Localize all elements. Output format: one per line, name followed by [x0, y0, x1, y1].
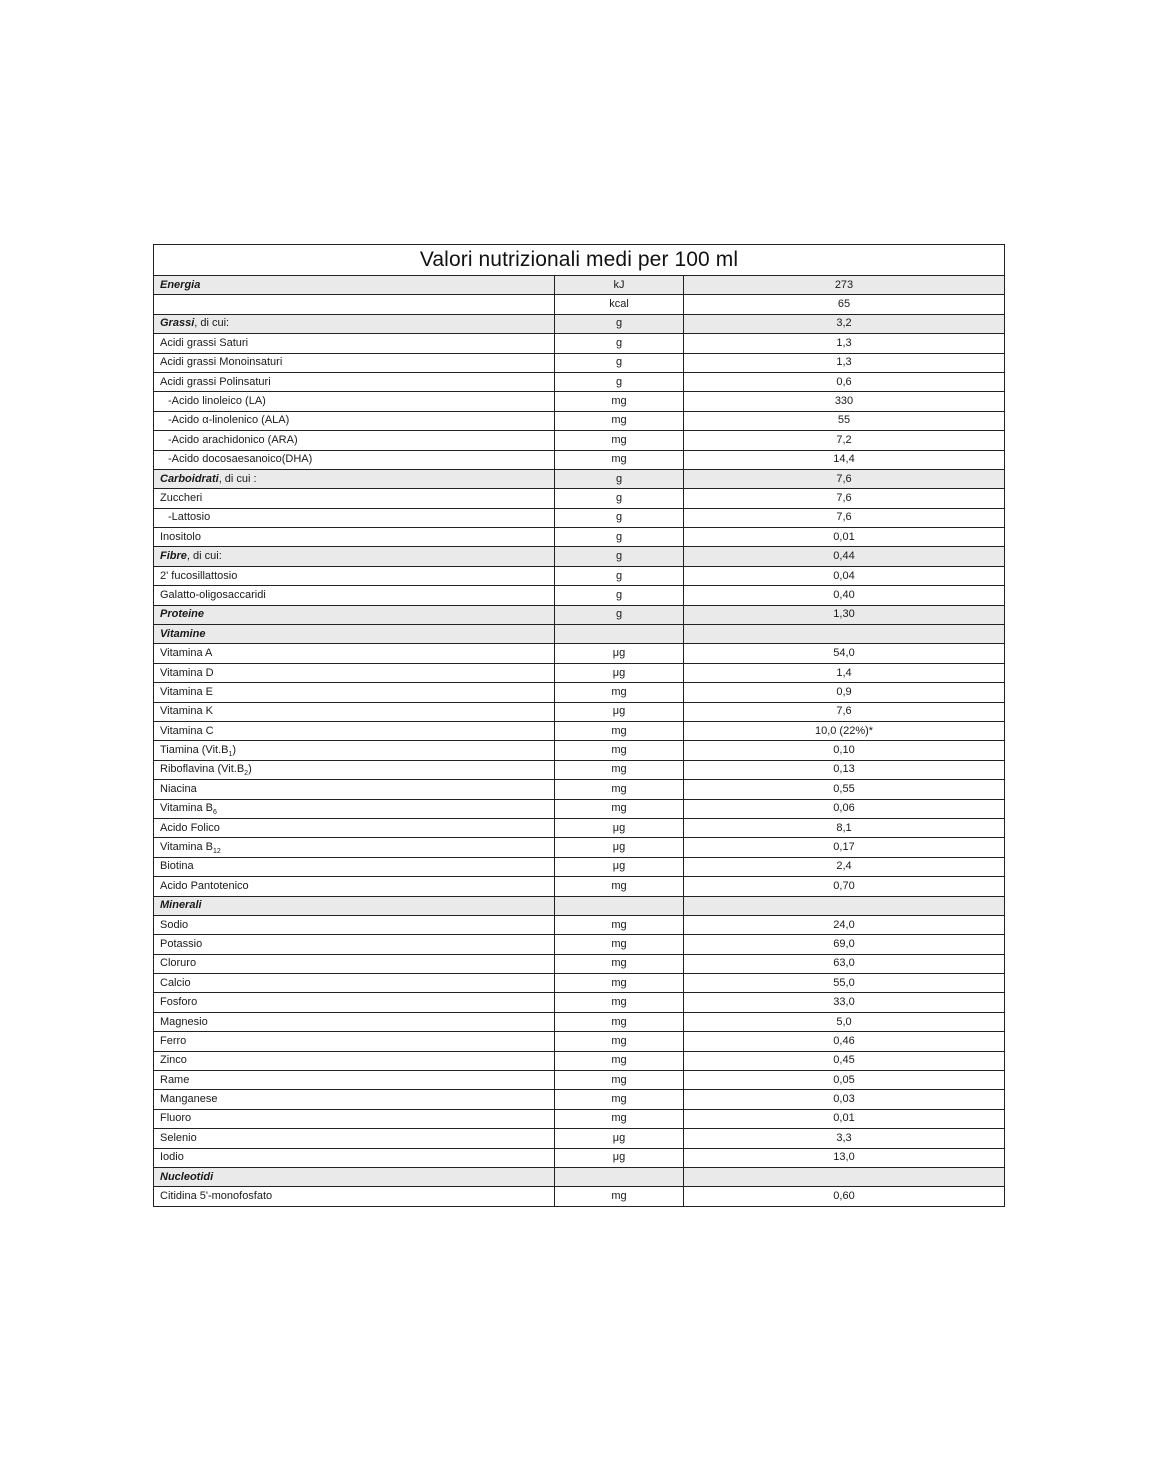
- value-cell: 7,2: [684, 431, 1005, 450]
- unit-cell: mg: [555, 721, 684, 740]
- nutrient-name-cell: [154, 818, 555, 837]
- unit-cell: mg: [555, 741, 684, 760]
- nutrient-name-cell: [154, 721, 555, 740]
- nutrient-name-cell: [154, 915, 555, 934]
- nutrient-name-cell: [154, 1012, 555, 1031]
- nutrient-name: Galatto-oligosaccaridi: [160, 588, 266, 601]
- nutrient-name: Vitamine: [160, 627, 206, 640]
- nutrient-name-cell: [154, 1032, 555, 1051]
- unit-cell: [555, 1167, 684, 1186]
- nutrient-subscript: 1: [228, 751, 233, 759]
- nutrient-name: Cloruro: [160, 957, 197, 970]
- unit-cell: kcal: [555, 295, 684, 314]
- table-row: [154, 411, 1005, 430]
- nutrient-name-cell: [154, 780, 555, 799]
- nutrient-name: Potassio: [160, 937, 203, 950]
- unit-cell: μg: [555, 702, 684, 721]
- nutrient-name: Tiamina (Vit.B: [160, 744, 229, 757]
- value-cell: 3,3: [684, 1129, 1005, 1148]
- table-row: [154, 644, 1005, 663]
- value-cell: 0,13: [684, 760, 1005, 779]
- unit-cell: mg: [555, 1012, 684, 1031]
- nutrient-name: Zinco: [160, 1054, 187, 1067]
- unit-cell: mg: [555, 935, 684, 954]
- value-cell: 69,0: [684, 935, 1005, 954]
- nutrient-name-suffix: , di cui :: [218, 472, 257, 485]
- nutrient-name-cell: [154, 1148, 555, 1167]
- nutrient-name-cell: [154, 334, 555, 353]
- table-row: [154, 547, 1005, 566]
- table-row: [154, 1167, 1005, 1186]
- nutrient-name-cell: [154, 605, 555, 624]
- nutrient-name: Fibre: [160, 550, 187, 563]
- unit-cell: mg: [555, 431, 684, 450]
- table-row: [154, 1187, 1005, 1206]
- unit-cell: [555, 896, 684, 915]
- nutrient-name: Selenio: [160, 1131, 197, 1144]
- value-cell: 63,0: [684, 954, 1005, 973]
- nutrient-name-cell: [154, 1129, 555, 1148]
- unit-cell: g: [555, 547, 684, 566]
- nutrient-name-suffix: , di cui:: [186, 550, 222, 563]
- nutrient-name-cell: [154, 372, 555, 391]
- unit-cell: g: [555, 566, 684, 585]
- nutrient-name: -Acido docosaesanoico(DHA): [168, 453, 313, 466]
- nutrient-name-cell: [154, 411, 555, 430]
- nutrient-name: Citidina 5'-monofosfato: [160, 1190, 273, 1203]
- table-row: [154, 450, 1005, 469]
- value-cell: 330: [684, 392, 1005, 411]
- nutrient-name: Acidi grassi Monoinsaturi: [160, 356, 283, 369]
- unit-cell: kJ: [555, 276, 684, 295]
- nutrient-name-cell: [154, 663, 555, 682]
- nutrient-subscript: 2: [244, 770, 249, 778]
- value-cell: 13,0: [684, 1148, 1005, 1167]
- value-cell: 65: [684, 295, 1005, 314]
- nutrient-name: Proteine: [160, 608, 205, 621]
- unit-cell: μg: [555, 1129, 684, 1148]
- nutrient-name-cell: [154, 392, 555, 411]
- nutrient-subscript: 6: [213, 809, 217, 817]
- value-cell: 0,01: [684, 1109, 1005, 1128]
- nutrient-name: Vitamina A: [160, 647, 213, 660]
- table-row: [154, 741, 1005, 760]
- unit-cell: g: [555, 353, 684, 372]
- value-cell: 0,03: [684, 1090, 1005, 1109]
- table-row: [154, 1012, 1005, 1031]
- table-row: [154, 760, 1005, 779]
- nutrient-name: Acido Folico: [160, 821, 220, 834]
- value-cell: 0,05: [684, 1071, 1005, 1090]
- value-cell: 55: [684, 411, 1005, 430]
- unit-cell: g: [555, 528, 684, 547]
- nutrient-name-cell: [154, 586, 555, 605]
- table-row: [154, 954, 1005, 973]
- table-row: [154, 721, 1005, 740]
- unit-cell: g: [555, 314, 684, 333]
- nutrient-name-cell: [154, 1071, 555, 1090]
- nutrient-name-cell: [154, 508, 555, 527]
- value-cell: 0,45: [684, 1051, 1005, 1070]
- nutrient-name-cell: [154, 760, 555, 779]
- unit-cell: mg: [555, 1090, 684, 1109]
- value-cell: 273: [684, 276, 1005, 295]
- nutrient-name: Niacina: [160, 782, 197, 795]
- table-row: [154, 1032, 1005, 1051]
- table-row: [154, 276, 1005, 295]
- nutrient-subscript: 12: [213, 848, 221, 856]
- table-row: [154, 1090, 1005, 1109]
- table-row: [154, 314, 1005, 333]
- nutrient-name-cell: [154, 954, 555, 973]
- nutrient-name: -Acido α-linolenico (ALA): [168, 414, 290, 427]
- table-row: [154, 663, 1005, 682]
- unit-cell: mg: [555, 1032, 684, 1051]
- table-row: [154, 372, 1005, 391]
- nutrient-name: Vitamina K: [160, 705, 213, 718]
- table-row: [154, 605, 1005, 624]
- unit-cell: mg: [555, 799, 684, 818]
- nutrient-name-cell: [154, 741, 555, 760]
- nutrient-name-cell: [154, 489, 555, 508]
- table-row: [154, 625, 1005, 644]
- table-row: [154, 702, 1005, 721]
- unit-cell: g: [555, 372, 684, 391]
- nutrient-name: Inositolo: [160, 530, 201, 543]
- table-row: [154, 974, 1005, 993]
- unit-cell: mg: [555, 1071, 684, 1090]
- unit-cell: g: [555, 469, 684, 488]
- value-cell: 24,0: [684, 915, 1005, 934]
- table-title: Valori nutrizionali medi per 100 ml: [154, 245, 1005, 276]
- table-row: [154, 993, 1005, 1012]
- value-cell: 0,46: [684, 1032, 1005, 1051]
- table-row: [154, 1148, 1005, 1167]
- unit-cell: g: [555, 605, 684, 624]
- nutrient-name-cell: [154, 1090, 555, 1109]
- nutrient-name: Zuccheri: [160, 491, 203, 504]
- value-cell: 0,10: [684, 741, 1005, 760]
- unit-cell: μg: [555, 838, 684, 857]
- nutrient-name-cell: [154, 974, 555, 993]
- value-cell: 8,1: [684, 818, 1005, 837]
- value-cell: 7,6: [684, 489, 1005, 508]
- table-row: [154, 799, 1005, 818]
- nutrient-name: Nucleotidi: [160, 1170, 214, 1183]
- nutrient-name: Vitamina B: [160, 841, 213, 854]
- unit-cell: μg: [555, 857, 684, 876]
- value-cell: 1,30: [684, 605, 1005, 624]
- nutrient-name-cell: [154, 353, 555, 372]
- nutrient-name-cell: [154, 431, 555, 450]
- nutrient-name-cell: [154, 896, 555, 915]
- nutrient-name-cell: [154, 838, 555, 857]
- value-cell: 7,6: [684, 702, 1005, 721]
- unit-cell: mg: [555, 993, 684, 1012]
- value-cell: 33,0: [684, 993, 1005, 1012]
- table-row: [154, 780, 1005, 799]
- value-cell: 0,17: [684, 838, 1005, 857]
- nutrient-name: Sodio: [160, 918, 189, 931]
- value-cell: 5,0: [684, 1012, 1005, 1031]
- value-cell: 55,0: [684, 974, 1005, 993]
- value-cell: [684, 1167, 1005, 1186]
- nutrient-name-cell: [154, 644, 555, 663]
- value-cell: 0,01: [684, 528, 1005, 547]
- table-row: [154, 935, 1005, 954]
- nutrient-name-cell: [154, 799, 555, 818]
- table-row: [154, 469, 1005, 488]
- table-row: [154, 896, 1005, 915]
- nutrient-name: Ferro: [160, 1034, 187, 1047]
- value-cell: 0,70: [684, 877, 1005, 896]
- nutrient-name: Fluoro: [160, 1112, 192, 1125]
- nutrient-name-cell: [154, 1109, 555, 1128]
- nutrient-name: Acidi grassi Saturi: [160, 336, 249, 349]
- value-cell: 54,0: [684, 644, 1005, 663]
- unit-cell: g: [555, 586, 684, 605]
- value-cell: 1,4: [684, 663, 1005, 682]
- nutrient-name-cell: [154, 1167, 555, 1186]
- unit-cell: mg: [555, 683, 684, 702]
- unit-cell: mg: [555, 1109, 684, 1128]
- nutrient-name: Biotina: [160, 860, 194, 873]
- unit-cell: mg: [555, 780, 684, 799]
- nutrient-name: Grassi: [160, 317, 195, 330]
- unit-cell: mg: [555, 915, 684, 934]
- unit-cell: μg: [555, 818, 684, 837]
- table-row: [154, 818, 1005, 837]
- table-row: [154, 431, 1005, 450]
- nutrient-name: -Acido linoleico (LA): [168, 395, 266, 408]
- table-row: [154, 295, 1005, 314]
- table-row: [154, 334, 1005, 353]
- nutrient-name-cell: [154, 314, 555, 333]
- table-body: [154, 276, 1005, 1207]
- table-row: [154, 392, 1005, 411]
- nutrient-name: Minerali: [160, 899, 202, 912]
- nutrient-name: -Acido arachidonico (ARA): [168, 433, 298, 446]
- value-cell: 0,04: [684, 566, 1005, 585]
- unit-cell: [555, 625, 684, 644]
- value-cell: 0,40: [684, 586, 1005, 605]
- nutrient-name: Fosforo: [160, 996, 198, 1009]
- value-cell: 0,60: [684, 1187, 1005, 1206]
- nutrient-name-cell: [154, 625, 555, 644]
- nutrient-name-cell: [154, 566, 555, 585]
- nutrient-name-suffix: , di cui:: [194, 317, 230, 330]
- nutrient-name: Vitamina B: [160, 802, 213, 815]
- table-row: [154, 586, 1005, 605]
- nutrient-name-cell: [154, 1051, 555, 1070]
- unit-cell: mg: [555, 411, 684, 430]
- table-row: [154, 877, 1005, 896]
- table-row: [154, 1109, 1005, 1128]
- value-cell: 0,44: [684, 547, 1005, 566]
- nutrient-name: Vitamina C: [160, 724, 214, 737]
- table-row: [154, 489, 1005, 508]
- nutrient-name: -Lattosio: [168, 511, 211, 524]
- table-row: [154, 838, 1005, 857]
- table-row: [154, 353, 1005, 372]
- unit-cell: mg: [555, 450, 684, 469]
- nutrient-name: Acidi grassi Polinsaturi: [160, 375, 271, 388]
- unit-cell: mg: [555, 877, 684, 896]
- value-cell: 0,55: [684, 780, 1005, 799]
- table-row: [154, 566, 1005, 585]
- unit-cell: g: [555, 508, 684, 527]
- value-cell: 2,4: [684, 857, 1005, 876]
- unit-cell: g: [555, 489, 684, 508]
- table-row: [154, 508, 1005, 527]
- title-row: [154, 245, 1005, 276]
- nutrient-name-cell: [154, 1187, 555, 1206]
- unit-cell: μg: [555, 663, 684, 682]
- nutrient-name: Iodio: [160, 1151, 184, 1164]
- nutrient-name-cell: [154, 935, 555, 954]
- nutrient-name-cell: [154, 683, 555, 702]
- nutrient-name: Vitamina D: [160, 666, 214, 679]
- value-cell: 10,0 (22%)*: [684, 721, 1005, 740]
- nutrient-name: Rame: [160, 1073, 190, 1086]
- unit-cell: μg: [555, 1148, 684, 1167]
- table-row: [154, 683, 1005, 702]
- unit-cell: mg: [555, 1187, 684, 1206]
- nutrient-name-cell: [154, 877, 555, 896]
- nutrient-name: Calcio: [160, 976, 191, 989]
- value-cell: 0,9: [684, 683, 1005, 702]
- nutrient-name-cell: [154, 276, 555, 295]
- nutrient-name-cell: [154, 295, 555, 314]
- value-cell: [684, 896, 1005, 915]
- nutrient-name-cell: [154, 702, 555, 721]
- nutrient-name: Carboidrati: [160, 472, 219, 485]
- value-cell: 7,6: [684, 469, 1005, 488]
- value-cell: 3,2: [684, 314, 1005, 333]
- nutrient-name-cell: [154, 450, 555, 469]
- value-cell: 7,6: [684, 508, 1005, 527]
- table-row: [154, 915, 1005, 934]
- table-row: [154, 857, 1005, 876]
- value-cell: 1,3: [684, 334, 1005, 353]
- value-cell: 1,3: [684, 353, 1005, 372]
- table-row: [154, 1071, 1005, 1090]
- nutrient-name-cell: [154, 528, 555, 547]
- unit-cell: g: [555, 334, 684, 353]
- unit-cell: mg: [555, 954, 684, 973]
- nutrient-name: Manganese: [160, 1093, 218, 1106]
- nutrient-name-tail: ): [248, 763, 252, 776]
- table-row: [154, 528, 1005, 547]
- value-cell: 14,4: [684, 450, 1005, 469]
- value-cell: 0,6: [684, 372, 1005, 391]
- nutrition-table: [153, 244, 1005, 1207]
- unit-cell: mg: [555, 760, 684, 779]
- nutrient-name-cell: [154, 857, 555, 876]
- nutrient-name-cell: [154, 547, 555, 566]
- unit-cell: mg: [555, 1051, 684, 1070]
- nutrient-name-cell: [154, 469, 555, 488]
- value-cell: 0,06: [684, 799, 1005, 818]
- unit-cell: mg: [555, 974, 684, 993]
- value-cell: [684, 625, 1005, 644]
- unit-cell: μg: [555, 644, 684, 663]
- table-row: [154, 1129, 1005, 1148]
- nutrient-name: Magnesio: [160, 1015, 208, 1028]
- nutrient-name: Acido Pantotenico: [160, 879, 249, 892]
- nutrient-name: Vitamina E: [160, 685, 213, 698]
- nutrient-name-cell: [154, 993, 555, 1012]
- nutrient-name: Energia: [160, 278, 201, 291]
- unit-cell: mg: [555, 392, 684, 411]
- nutrient-name: Riboflavina (Vit.B: [160, 763, 245, 776]
- nutrient-name: 2' fucosillattosio: [160, 569, 238, 582]
- nutrient-name-tail: ): [232, 744, 237, 757]
- table-row: [154, 1051, 1005, 1070]
